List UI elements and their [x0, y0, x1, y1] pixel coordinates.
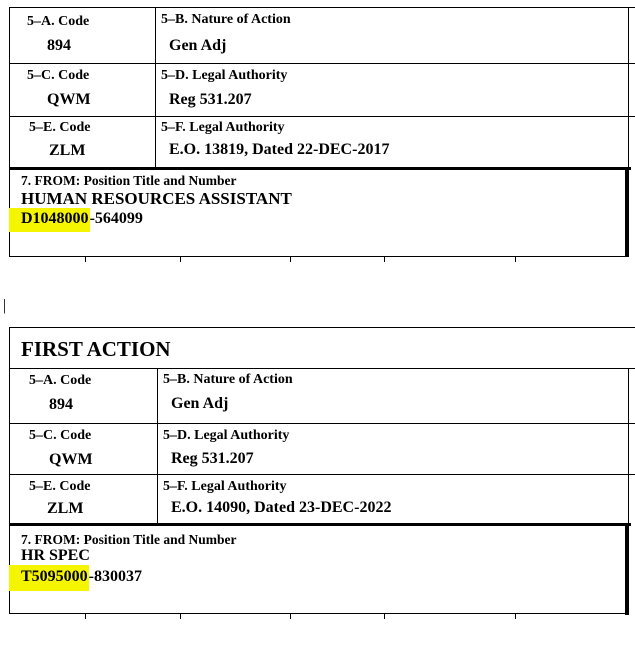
from-label: 7. FROM: Position Title and Number — [21, 532, 237, 547]
legal-d-label: 5–D. Legal Authority — [163, 428, 290, 443]
nature-value: Gen Adj — [171, 395, 229, 412]
row-border — [9, 368, 635, 369]
code-c-label: 5–C. Code — [27, 68, 90, 83]
legal-d-value: Reg 531.207 — [169, 91, 252, 108]
column-divider — [155, 7, 156, 169]
position-number — [9, 210, 143, 228]
legal-d-label: 5–D. Legal Authority — [161, 68, 288, 83]
bottom-tick — [290, 614, 291, 619]
column-divider — [157, 368, 158, 524]
from-label: 7. FROM: Position Title and Number — [21, 173, 237, 188]
code-a-value: 894 — [47, 37, 71, 54]
from-top-rule — [9, 167, 631, 170]
legal-f-value: E.O. 13819, Dated 22-DEC-2017 — [169, 141, 390, 158]
code-e-value: ZLM — [47, 500, 84, 517]
legal-f-value: E.O. 14090, Dated 23-DEC-2022 — [171, 499, 392, 516]
code-e-label: 5–E. Code — [29, 479, 91, 494]
right-border — [628, 368, 629, 524]
position-code-highlighted: D1048000 — [9, 208, 90, 232]
bottom-tick — [85, 614, 86, 619]
row-border — [9, 474, 635, 475]
code-c-value: QWM — [47, 91, 91, 108]
text-cursor: | — [3, 297, 7, 314]
bottom-tick — [180, 614, 181, 619]
bottom-tick — [384, 614, 385, 619]
from-bottom-rule — [9, 256, 629, 257]
from-right-rule — [625, 523, 629, 615]
legal-f-label: 5–F. Legal Authority — [161, 120, 285, 135]
position-code-highlighted: T5095000 — [9, 565, 89, 591]
bottom-tick — [180, 257, 181, 262]
code-c-value: QWM — [49, 451, 93, 468]
code-a-value: 894 — [49, 396, 73, 413]
legal-d-value: Reg 531.207 — [171, 450, 254, 467]
row-border — [9, 423, 635, 424]
nature-label: 5–B. Nature of Action — [161, 12, 291, 27]
left-border — [9, 7, 10, 169]
from-top-rule — [9, 523, 631, 526]
form-block-1 — [0, 0, 635, 265]
row-border — [9, 7, 635, 8]
position-suffix: -564099 — [89, 210, 143, 227]
row-border — [9, 116, 635, 117]
code-c-label: 5–C. Code — [29, 428, 92, 443]
position-number — [9, 568, 142, 586]
nature-label: 5–B. Nature of Action — [163, 372, 293, 387]
from-bottom-rule — [9, 613, 629, 614]
bottom-tick — [384, 257, 385, 262]
bottom-tick — [290, 257, 291, 262]
heading-top-rule — [9, 327, 635, 328]
bottom-tick — [85, 257, 86, 262]
legal-f-label: 5–F. Legal Authority — [163, 479, 287, 494]
row-border — [9, 63, 635, 64]
position-title: HUMAN RESOURCES ASSISTANT — [21, 189, 292, 208]
code-e-value: ZLM — [49, 142, 86, 159]
bottom-tick — [515, 257, 516, 262]
from-right-rule — [625, 167, 629, 257]
code-a-label: 5–A. Code — [27, 14, 90, 29]
code-e-label: 5–E. Code — [29, 120, 91, 135]
position-suffix: -830037 — [88, 568, 142, 585]
code-a-label: 5–A. Code — [29, 373, 92, 388]
position-title: HR SPEC — [21, 547, 90, 564]
left-border — [9, 368, 10, 524]
heading-left-border — [9, 327, 10, 369]
right-border — [628, 7, 629, 169]
form-block-2 — [0, 322, 635, 654]
first-action-heading: FIRST ACTION — [21, 337, 171, 361]
bottom-tick — [515, 614, 516, 619]
nature-value: Gen Adj — [169, 37, 227, 54]
